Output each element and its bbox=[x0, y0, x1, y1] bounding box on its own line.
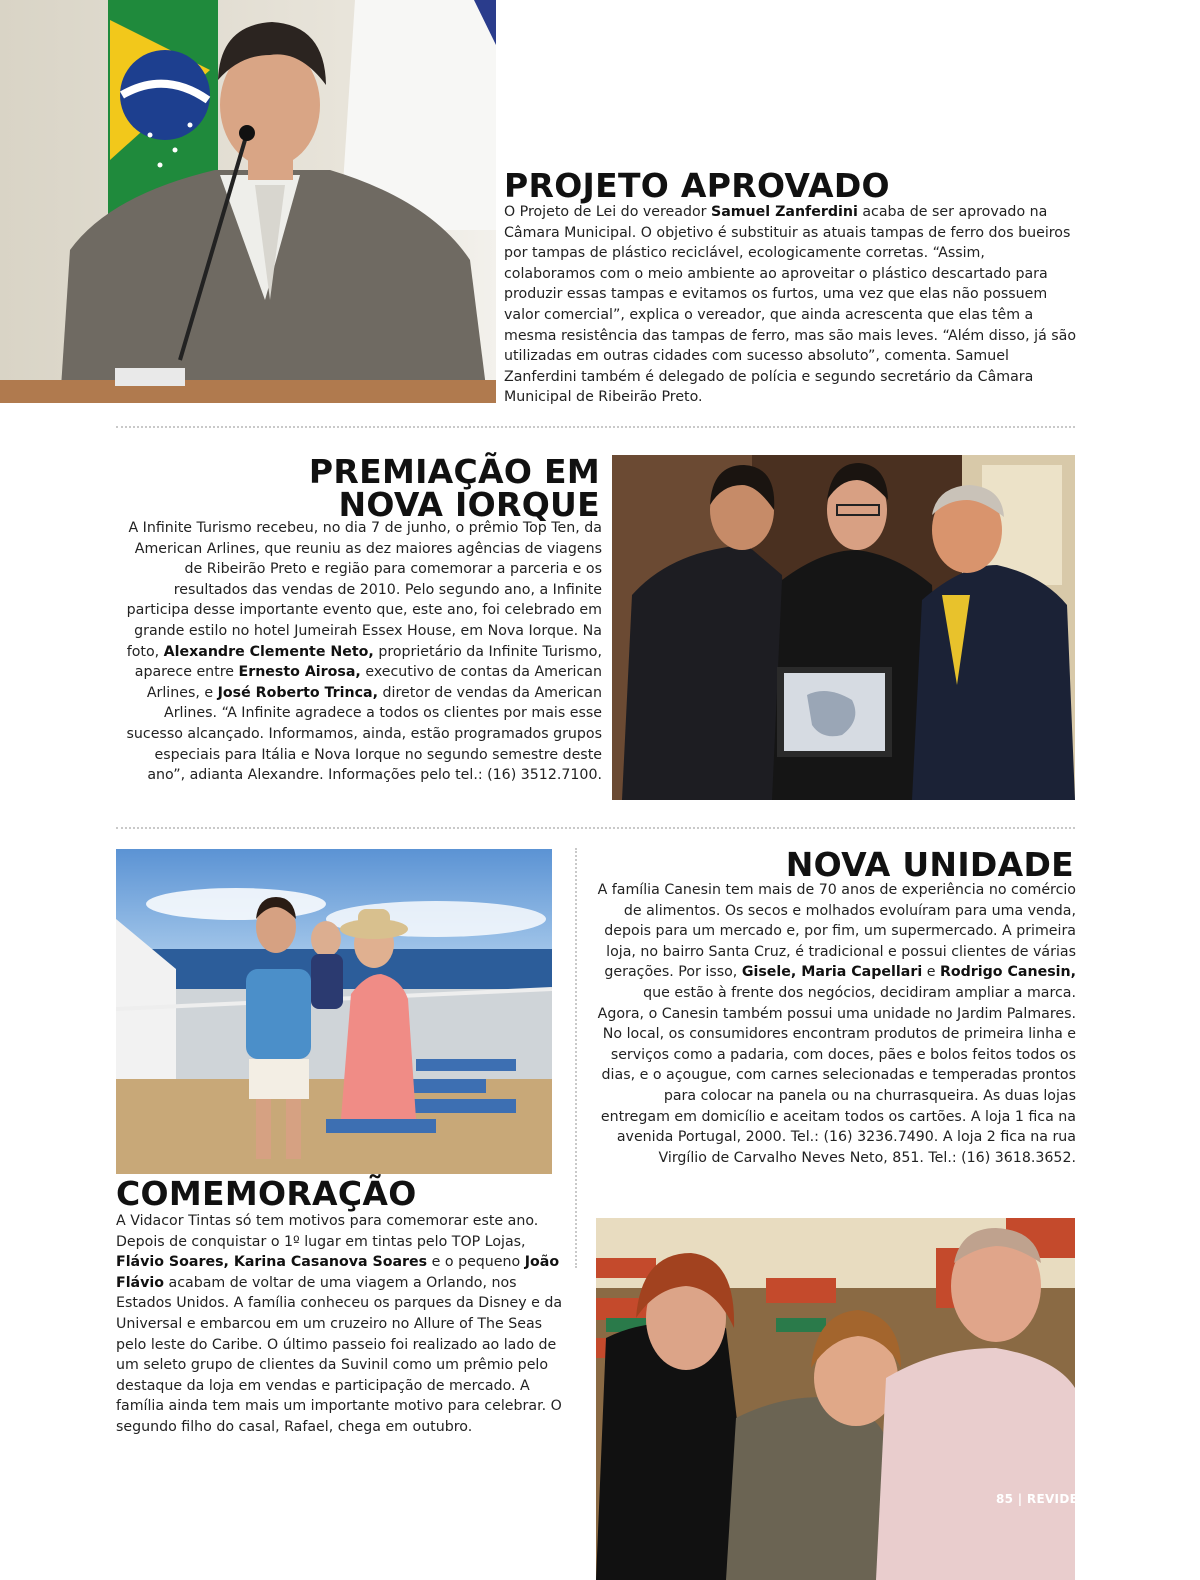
article-body-nova-unidade bbox=[596, 880, 1076, 1168]
photo-award-ceremony bbox=[612, 455, 1075, 800]
article-title-premiacao-line1: PREMIAÇÃO EM bbox=[308, 452, 600, 491]
body-run: e bbox=[922, 964, 940, 981]
column-divider bbox=[575, 848, 577, 1268]
photo-councilman-speaking bbox=[0, 0, 496, 403]
body-run: acabam de voltar de uma viagem a Orlando, nos Estados Unidos. A família conheceu os parques da Disney e da Universal e embarcou em um cruzeiro no Allure of The Seas pelo leste do Caribe. O último passeio foi realizado ao lado de um seleto grupo de clientes da Suvinil como um prêmio pelo destaque da loja em vendas e participação de mercado. A família ainda tem mais um importante motivo para celebrar. O segundo filho do casal, Rafael, chega em outubro. bbox=[116, 1274, 563, 1435]
photo-canesin-family bbox=[596, 1218, 1075, 1580]
section-divider bbox=[116, 827, 1075, 829]
body-run: O Projeto de Lei do vereador bbox=[504, 204, 711, 220]
body-run: proprietário da Infinite Turismo, aparece entre bbox=[134, 643, 602, 681]
article-title-comemoracao: COMEMORAÇÃO bbox=[116, 1174, 417, 1213]
body-run: que estão à frente dos negócios, decidiram ampliar a marca. Agora, o Canesin também possui uma unidade no Jardim Palmares. No local, os consumidores encontram produtos de primeira linha e serviços como a padaria, com doces, pães e bolos feitos todos os dias, e o açougue, com carnes selecionadas e temperadas prontos para colocar na panela ou na churrasqueira. As duas lojas entregam em domicílio e aceitam todos os cartões. A loja 1 fica na avenida Portugal, 2000. Tel.: (16) 3236.7490. A loja 2 fica na rua Virgílio de Carvalho Neves Neto, 851. Tel.: (16) 3618.3652. bbox=[597, 984, 1076, 1166]
body-run: acaba de ser aprovado na Câmara Municipal. O objetivo é substituir as atuais tampas de ferro dos bueiros por tampas de plástico reciclável, ecologicamente corretas. “Assim, colaboramos com o meio ambiente ao aproveitar o plástico descartado para produzir essas tampas e evitamos os furtos, uma vez que elas não possuem valor comercial”, explica o vereador, que ainda acrescenta que elas têm a mesma resistência das tampas de ferro, mas são mais leves. “Além disso, já são utilizadas em outras cidades com sucesso absoluto”, comenta. Samuel Zanferdini também é delegado de polícia e segundo secretário da Câmara Municipal de Ribeirão Preto. bbox=[504, 204, 1077, 406]
article-title-projeto-aprovado: PROJETO APROVADO bbox=[504, 166, 890, 205]
bold-name: José Roberto Trinca, bbox=[217, 684, 379, 701]
article-title-premiacao-line2: NOVA IORQUE bbox=[338, 485, 600, 524]
bold-name: Alexandre Clemente Neto, bbox=[163, 643, 374, 660]
bold-name: Flávio Soares, Karina Casanova Soares bbox=[116, 1254, 428, 1271]
article-body-premiacao bbox=[116, 518, 602, 786]
bold-name: João Flávio bbox=[116, 1254, 560, 1291]
bold-name: Ernesto Airosa, bbox=[238, 664, 361, 681]
body-run: A família Canesin tem mais de 70 anos de experiência no comércio de alimentos. Os secos e molhados evoluíram para uma venda, depois para um mercado e, por fim, um supermercado. A primeira loja, no bairro Santa Cruz, é tradicional e possui clientes de várias gerações. Por isso, bbox=[597, 882, 1076, 981]
article-title-premiacao bbox=[116, 452, 600, 524]
body-run: A Vidacor Tintas só tem motivos para comemorar este ano. Depois de conquistar o 1º lugar em tintas pelo TOP Lojas, bbox=[116, 1213, 539, 1250]
body-run: e o pequeno bbox=[427, 1254, 525, 1271]
bold-name: Gisele, Maria Capellari bbox=[741, 964, 923, 981]
article-body-comemoracao bbox=[116, 1211, 563, 1438]
photo-family-cruise bbox=[116, 849, 552, 1174]
page-folio: 85 | REVIDE bbox=[996, 1492, 1079, 1506]
body-run: executivo de contas da American Arlines, e bbox=[146, 664, 602, 701]
article-title-nova-unidade: NOVA UNIDADE bbox=[785, 845, 1074, 884]
article-body-projeto-aprovado bbox=[504, 202, 1080, 408]
section-divider bbox=[116, 426, 1075, 428]
bold-name: Samuel Zanferdini bbox=[710, 204, 858, 220]
body-run: diretor de vendas da American Arlines. “A Infinite agradece a todos os clientes por mais esse sucesso alcançado. Informamos, ainda, estão programados grupos especiais para Itália e Nova Iorque no segundo semestre deste ano”, adianta Alexandre. Informações pelo tel.: (16) 3512.7100. bbox=[126, 684, 602, 784]
body-run: A Infinite Turismo recebeu, no dia 7 de junho, o prêmio Top Ten, da American Arlines, que reuniu as dez maiores agências de viagens de Ribeirão Preto e região para comemorar a parceria e os resultados das vendas de 2010. Pelo segundo ano, a Infinite participa desse importante evento que, este ano, foi celebrado em grande estilo no hotel Jumeirah Essex House, em Nova Iorque. Na foto, bbox=[126, 520, 602, 660]
bold-name: Rodrigo Canesin, bbox=[939, 964, 1076, 981]
